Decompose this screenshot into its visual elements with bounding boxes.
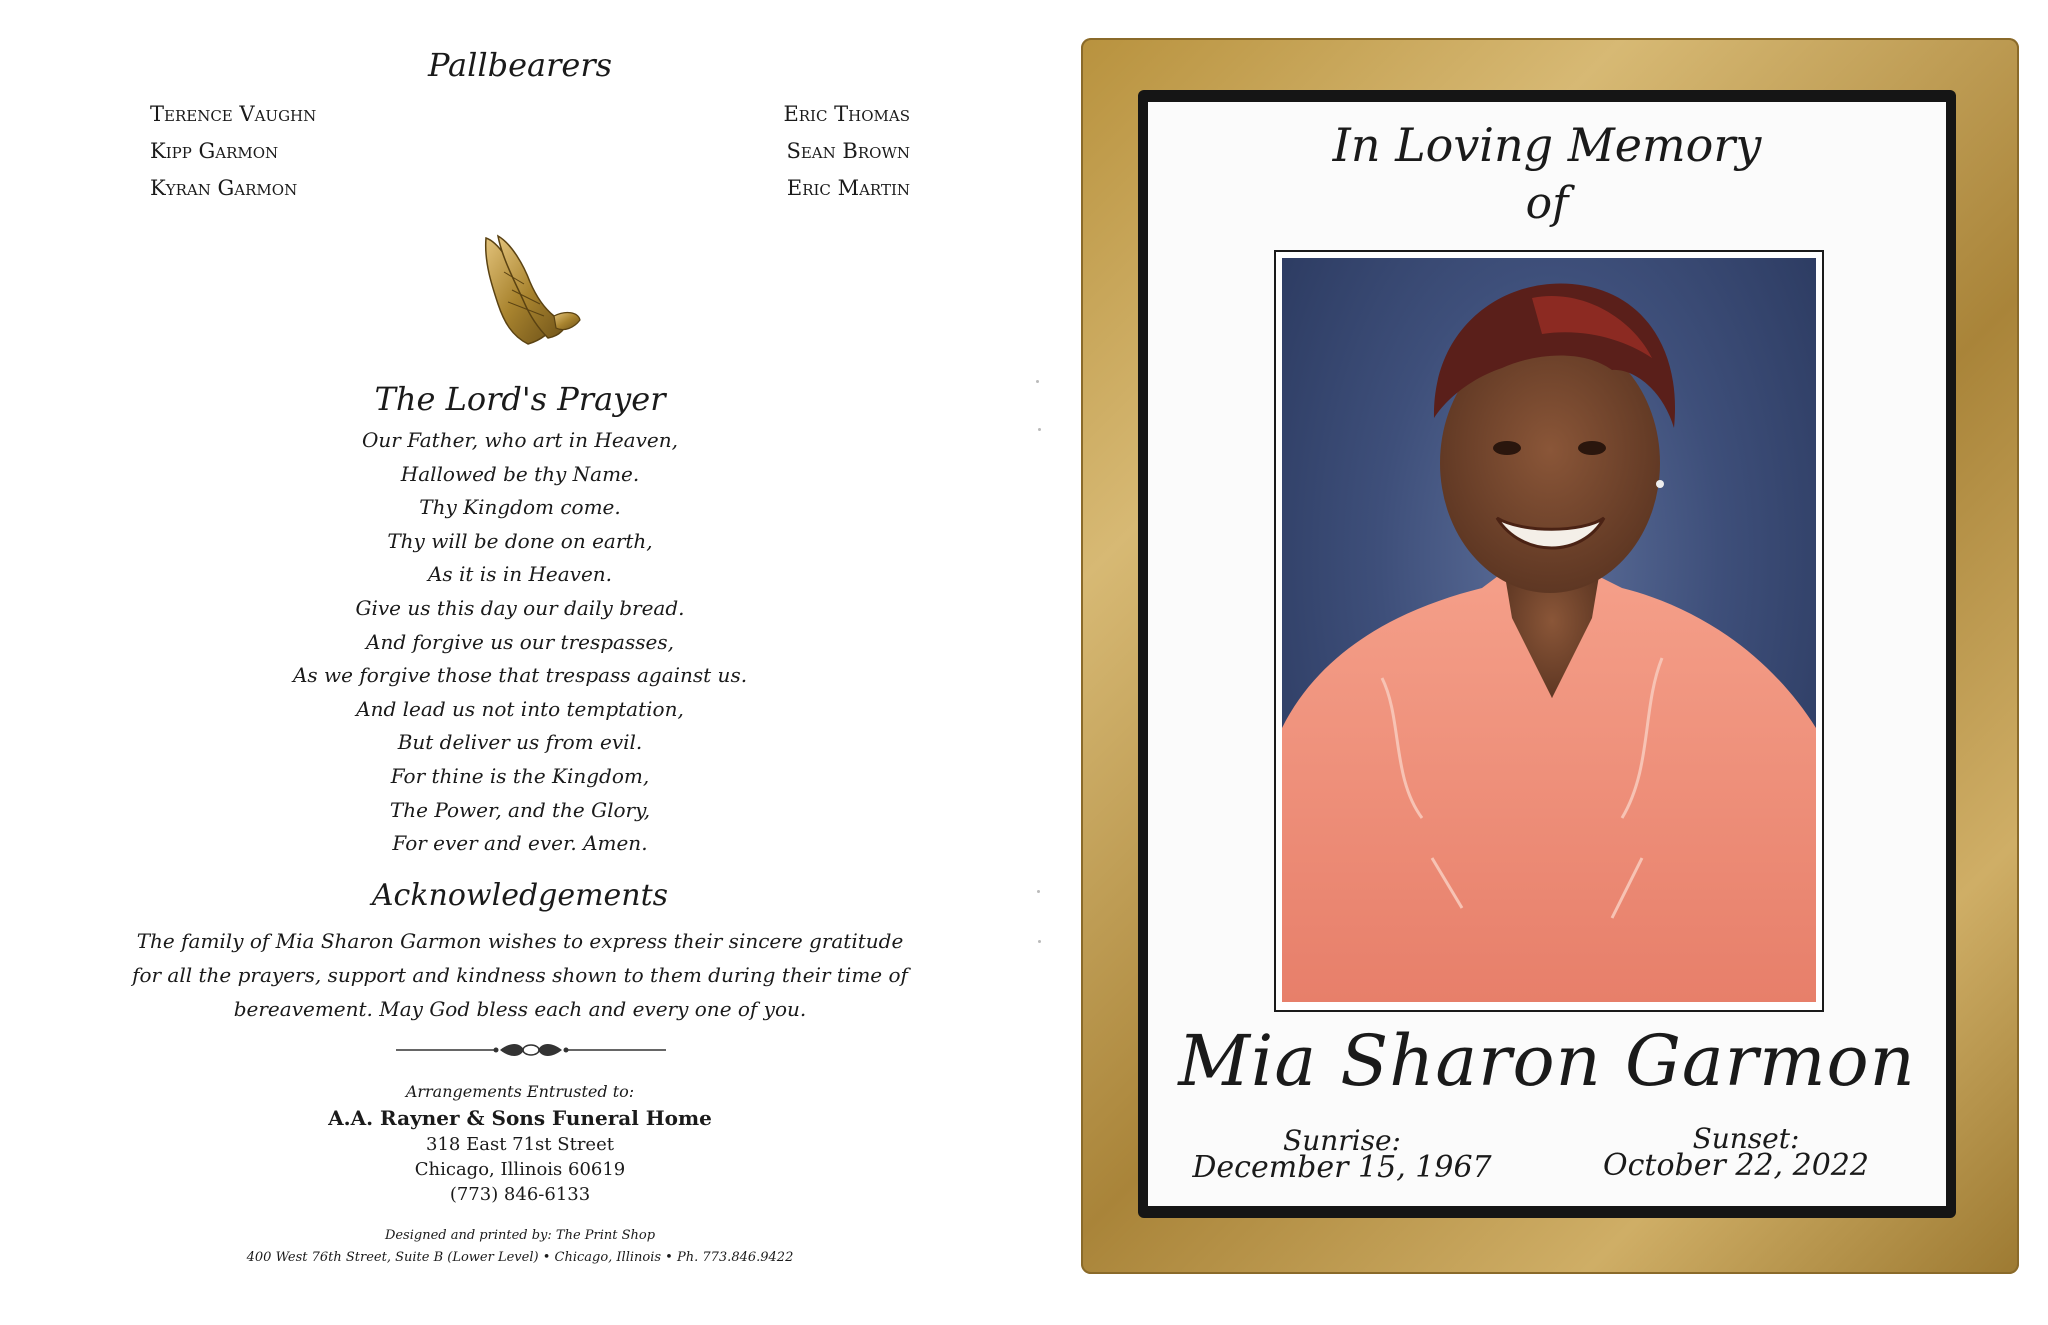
sunset-label: Sunset:	[1692, 1122, 1800, 1155]
scan-speck	[1038, 428, 1041, 431]
prayer-line: The Power, and the Glory,	[389, 797, 651, 822]
sunset-date: October 22, 2022	[1603, 1148, 1869, 1183]
prayer-line: Hallowed be thy Name.	[400, 461, 640, 486]
praying-hands-icon	[468, 232, 588, 352]
acknowledgements-text: The family of Mia Sharon Garmon wishes to express their sincere gratitude for all the prayers, support and kindness shown to them during their time of bereavement. May God bless each and every one of you.	[132, 929, 908, 1021]
pallbearers-left-column	[150, 96, 316, 207]
prayer-line: And lead us not into temptation,	[356, 696, 684, 721]
pallbearer-name: Kipp Garmon	[150, 139, 279, 163]
sunrise-date: December 15, 1967	[1192, 1150, 1492, 1185]
pallbearer-name: Sean Brown	[786, 139, 910, 163]
printer-credit: Designed and printed by: The Print Shop	[384, 1228, 656, 1243]
prayer-line: As we forgive those that trespass against us.	[292, 663, 748, 688]
scan-speck	[1038, 940, 1041, 943]
portrait-photo	[1282, 258, 1816, 1002]
deceased-name: Mia Sharon Garmon	[1178, 1020, 1916, 1102]
portrait-illustration	[1282, 258, 1816, 1002]
funeral-home-address	[0, 1132, 1040, 1207]
scan-speck	[1036, 380, 1039, 383]
prayer-line: Our Father, who art in Heaven,	[362, 428, 678, 452]
ornament-divider	[396, 1040, 666, 1060]
pallbearer-name: Eric Thomas	[783, 102, 910, 126]
pallbearers-right-column	[783, 96, 910, 207]
pallbearer-name: Kyran Garmon	[150, 176, 298, 200]
address-line: Chicago, Illinois 60619	[414, 1159, 626, 1180]
funeral-home-name: A.A. Rayner & Sons Funeral Home	[328, 1106, 712, 1130]
prayer-title: The Lord's Prayer	[374, 380, 666, 418]
prayer-line: As it is in Heaven.	[427, 562, 613, 587]
prayer-line: But deliver us from evil.	[397, 730, 643, 755]
pallbearer-name: Terence Vaughn	[150, 102, 317, 126]
in-loving-memory-heading: In Loving Memory	[1332, 118, 1762, 172]
address-line: 318 East 71st Street	[426, 1134, 614, 1155]
arrangements-label: Arrangements Entrusted to:	[405, 1082, 635, 1101]
phone-line: (773) 846-6133	[449, 1184, 591, 1205]
prayer-text	[0, 424, 1040, 861]
sunrise-label: Sunrise:	[1283, 1124, 1401, 1157]
scan-speck	[1037, 890, 1040, 893]
prayer-line: Thy will be done on earth,	[387, 528, 653, 553]
acknowledgements-title: Acknowledgements	[371, 878, 669, 913]
prayer-line: Give us this day our daily bread.	[355, 595, 685, 620]
prayer-line: Thy Kingdom come.	[419, 495, 621, 520]
prayer-line: And forgive us our trespasses,	[366, 629, 674, 654]
prayer-line: For ever and ever. Amen.	[392, 831, 648, 856]
of-heading: of	[1525, 178, 1569, 229]
pallbearers-title: Pallbearers	[427, 46, 613, 84]
pallbearer-name: Eric Martin	[786, 176, 910, 200]
printer-address: 400 West 76th Street, Suite B (Lower Level) • Chicago, Illinois • Ph. 773.846.9422	[246, 1250, 794, 1265]
prayer-line: For thine is the Kingdom,	[390, 763, 650, 788]
